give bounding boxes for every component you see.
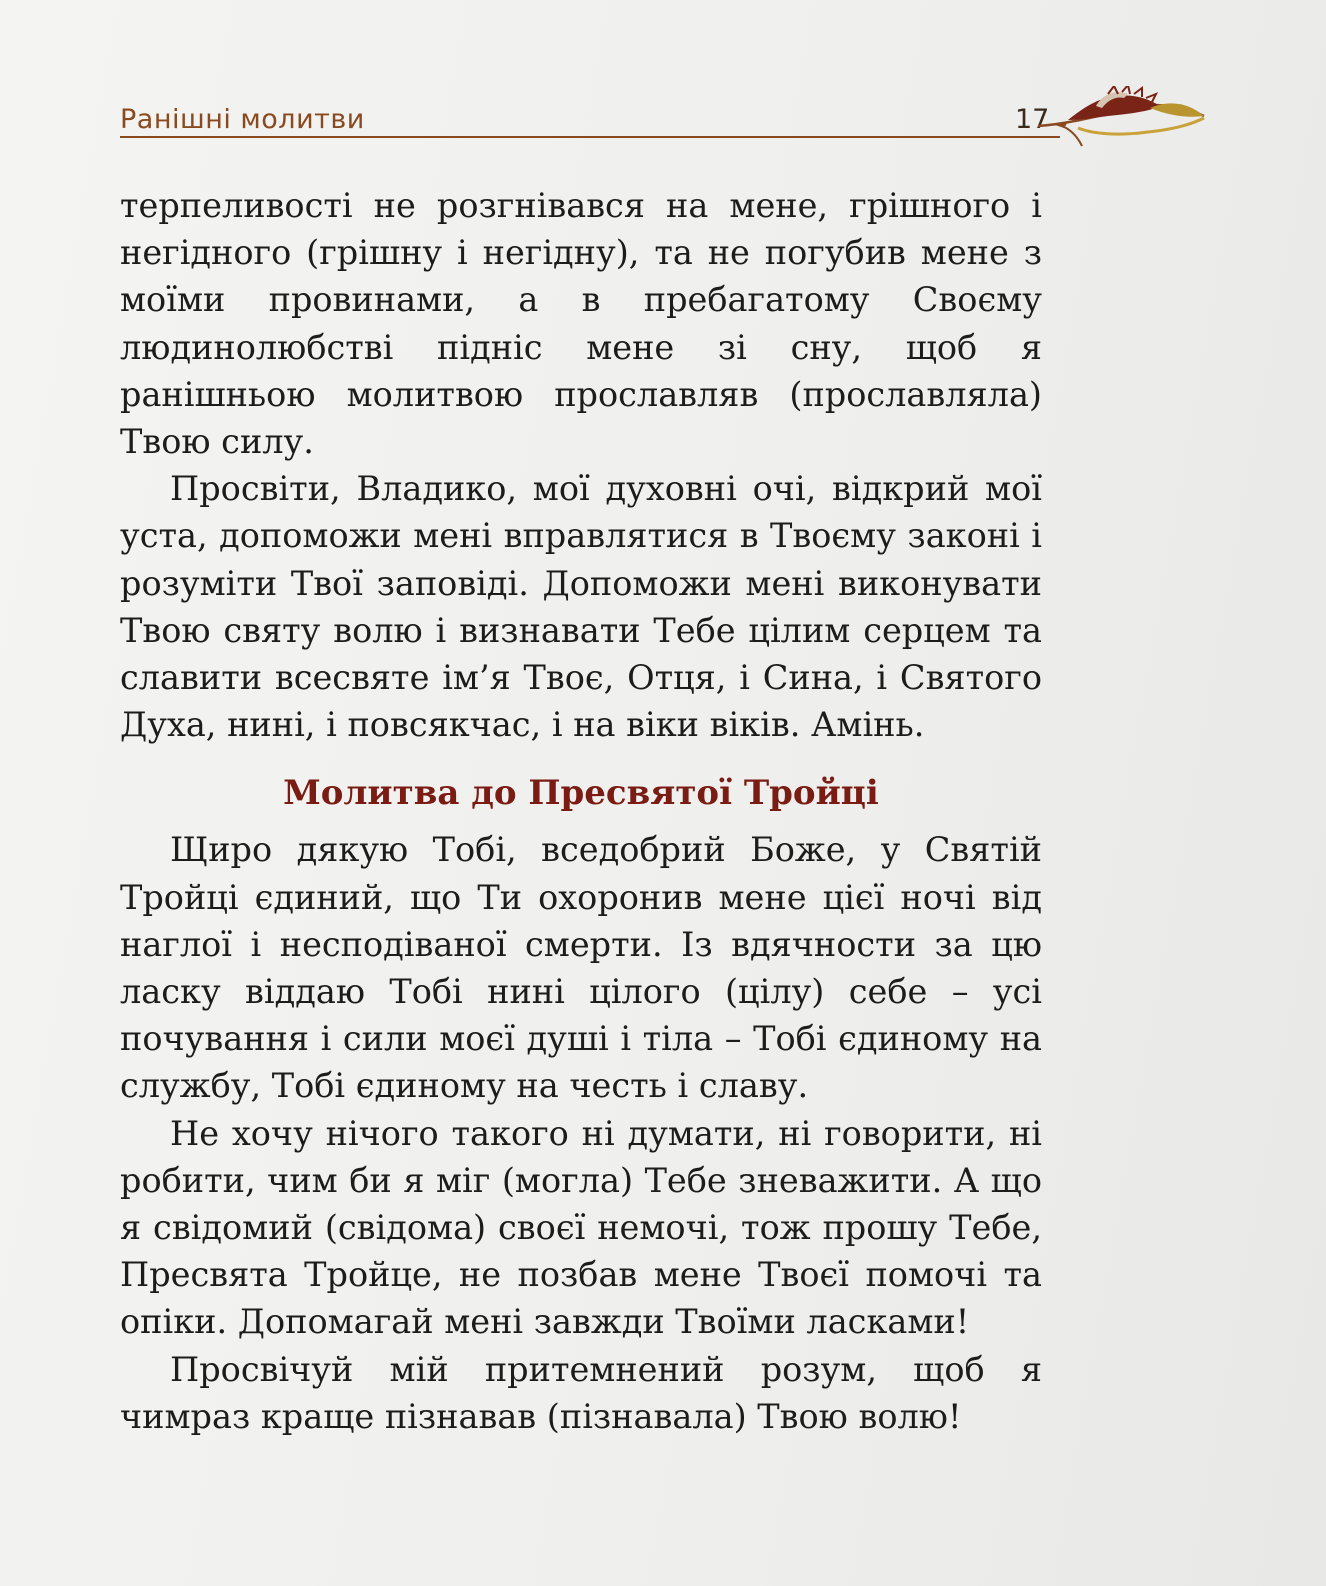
paragraph: терпеливості не розгнівався на мене, грішного і негідного (грішну і негідну), та не погубив мене з моїми провинами, а в пребагатому Своєму людинолюбстві підніс мене зі сну, щоб я ранішньою молитвою прославляв (прославляла) Твою силу. (120, 186, 1042, 462)
section-title: Молитва до Пресвятої Тройці (283, 773, 879, 814)
floral-ornament-icon (1038, 86, 1206, 156)
page-number: 17 (1015, 104, 1050, 135)
paragraph: Просвіти, Владико, мої духовні очі, відкрий мої уста, допоможи мені вправлятися в Твоєму законі і розуміти Твої заповіді. Допоможи мені виконувати Твою святу волю і визнавати Тебе цілим серцем та славити всесвяте ім’я Твоє, Отця, і Сина, і Святого Духа, нині, і повсякчас, і на віки віків. Амінь. (120, 469, 1042, 745)
paragraph: Не хочу нічого такого ні думати, ні говорити, ні робити, чим би я міг (могла) Тебе зневажити. А що я свідомий (свідома) своєї немочі, тож прошу Тебе, Пресвята Тройце, не позбав мене Твоєї помочі та опіки. Допомагай мені завжди Твоїми ласками! (120, 1113, 1042, 1342)
running-head: Ранішні молитви (120, 104, 365, 135)
paragraph: Просвічуй мій притемнений розум, щоб я чимраз краще пізнавав (пізнавала) Твою волю! (120, 1349, 1042, 1436)
paragraph: Щиро дякую Тобі, вседобрий Боже, у Святій Тройці єдиний, що Ти охоронив мене цієї ночі від наглої і несподіваної смерти. Із вдячности за цю ласку віддаю Тобі нині цілого (цілу) себе – усі почування і сили моєї душі і тіла – Тобі єдиному на службу, Тобі єдиному на честь і славу. (120, 830, 1042, 1106)
header-rule (120, 136, 1060, 138)
body-text (120, 182, 1042, 1440)
page-header (120, 100, 1200, 160)
